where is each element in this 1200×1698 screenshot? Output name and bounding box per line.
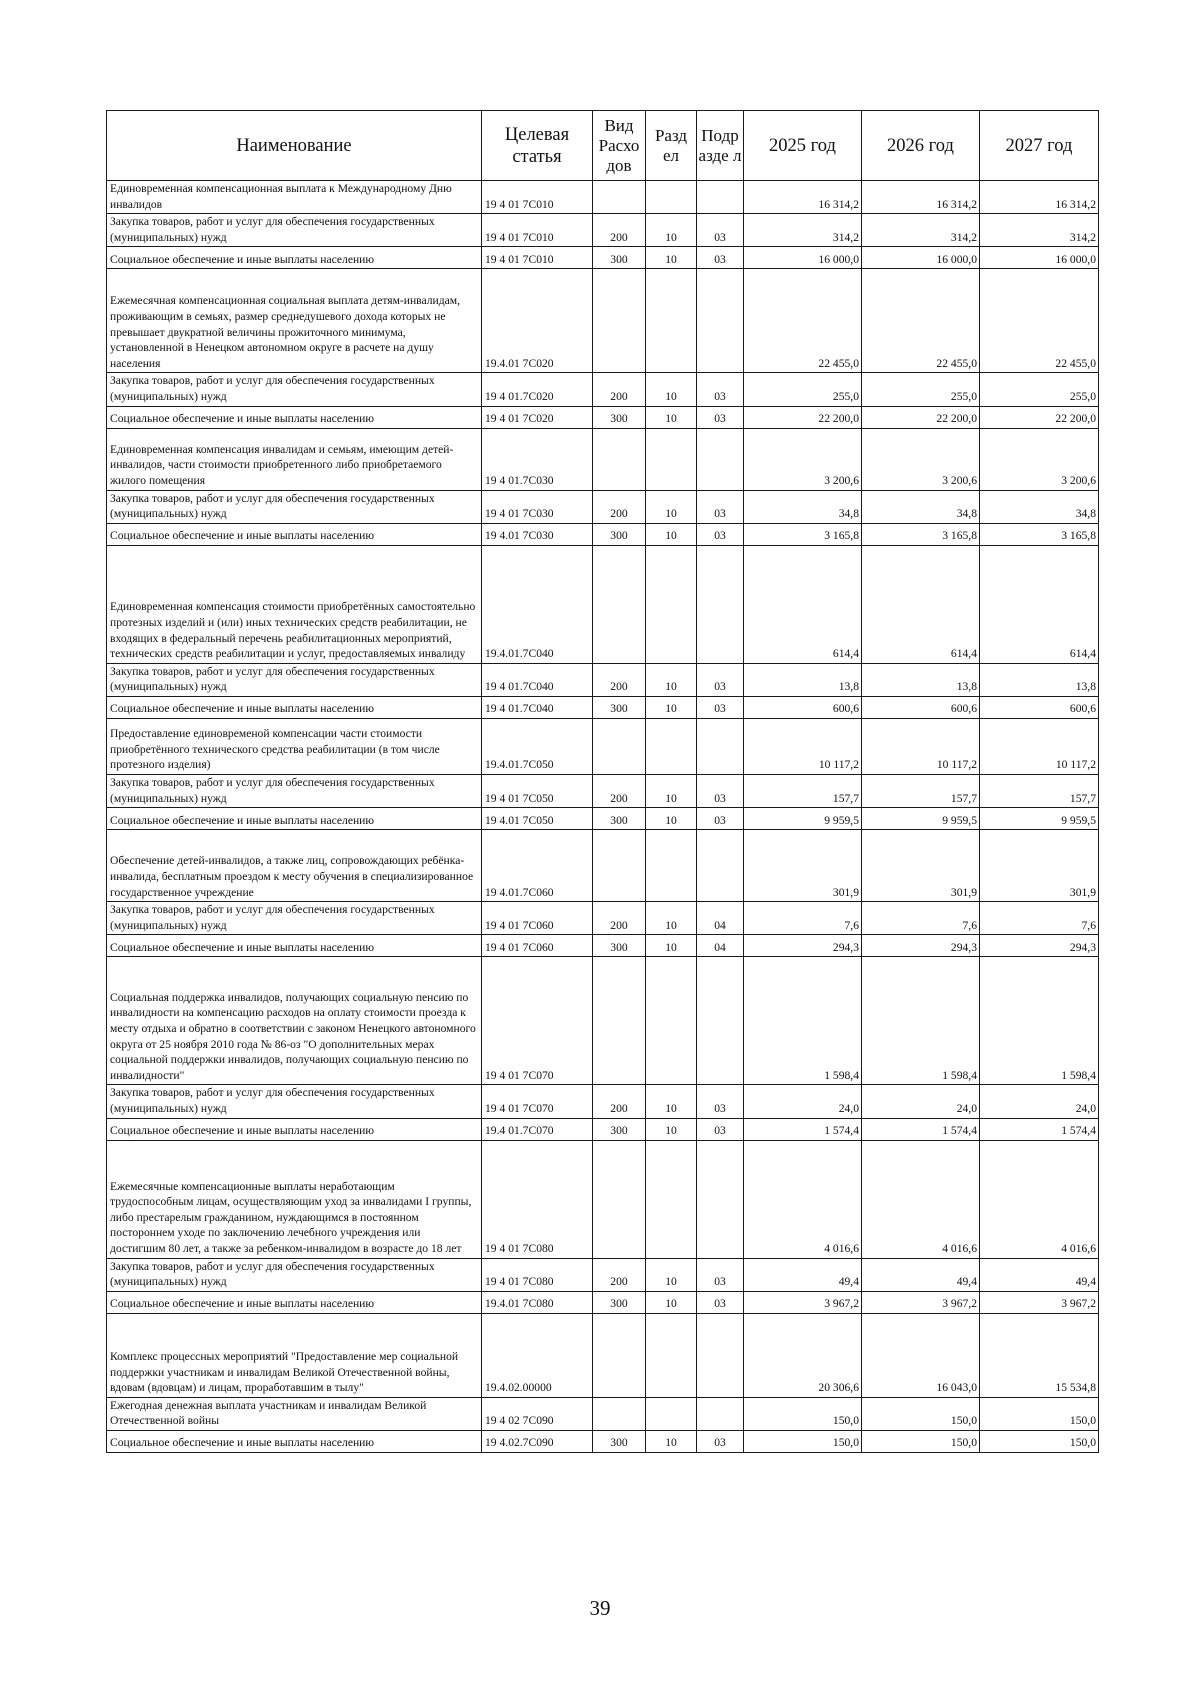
row-name: Закупка товаров, работ и услуг для обеспечения государственных (муниципальных) нужд [107, 214, 482, 247]
row-expense-type: 200 [593, 1085, 646, 1118]
row-target-article: 19.4.01 7С020 [482, 269, 593, 373]
row-value-2026: 600,6 [862, 696, 980, 718]
row-name: Социальное обеспечение и иные выплаты населению [107, 523, 482, 545]
row-target-article: 19.4 01.7С070 [482, 1118, 593, 1140]
table-row [107, 718, 1099, 774]
row-target-article: 19 4 01 7С070 [482, 1085, 593, 1118]
table-row [107, 663, 1099, 696]
row-section: 10 [646, 774, 697, 807]
row-value-2025: 16 314,2 [744, 181, 862, 214]
row-name: Социальное обеспечение и иные выплаты населению [107, 935, 482, 957]
row-name: Закупка товаров, работ и услуг для обеспечения государственных (муниципальных) нужд [107, 1085, 482, 1118]
row-name: Закупка товаров, работ и услуг для обеспечения государственных (муниципальных) нужд [107, 1258, 482, 1291]
row-section: 10 [646, 523, 697, 545]
row-target-article: 19 4 01 7С020 [482, 406, 593, 428]
row-expense-type [593, 181, 646, 214]
row-value-2027: 24,0 [980, 1085, 1099, 1118]
row-value-2025: 4 016,6 [744, 1140, 862, 1258]
row-value-2026: 3 165,8 [862, 523, 980, 545]
row-value-2027: 1 598,4 [980, 957, 1099, 1085]
row-value-2027: 1 574,4 [980, 1118, 1099, 1140]
table-row [107, 428, 1099, 490]
row-value-2025: 10 117,2 [744, 718, 862, 774]
row-target-article: 19 4.01 7С030 [482, 523, 593, 545]
row-value-2026: 294,3 [862, 935, 980, 957]
row-subsection: 04 [697, 902, 744, 935]
row-value-2026: 10 117,2 [862, 718, 980, 774]
row-section [646, 1313, 697, 1397]
row-value-2026: 49,4 [862, 1258, 980, 1291]
header-year-2025: 2025 год [744, 111, 862, 181]
row-name: Закупка товаров, работ и услуг для обеспечения государственных (муниципальных) нужд [107, 490, 482, 523]
row-target-article: 19 4 01 7С010 [482, 214, 593, 247]
table-row [107, 545, 1099, 663]
row-target-article: 19 4 01.7С040 [482, 696, 593, 718]
row-target-article: 19.4.01.7С040 [482, 545, 593, 663]
row-expense-type: 300 [593, 1430, 646, 1452]
row-value-2027: 22 455,0 [980, 269, 1099, 373]
table-row [107, 1118, 1099, 1140]
row-section: 10 [646, 902, 697, 935]
row-value-2026: 22 455,0 [862, 269, 980, 373]
row-target-article: 19 4 01 7С060 [482, 902, 593, 935]
row-expense-type [593, 428, 646, 490]
row-value-2025: 34,8 [744, 490, 862, 523]
row-expense-type [593, 1313, 646, 1397]
row-value-2025: 22 200,0 [744, 406, 862, 428]
row-name: Закупка товаров, работ и услуг для обеспечения государственных (муниципальных) нужд [107, 902, 482, 935]
row-value-2025: 1 574,4 [744, 1118, 862, 1140]
row-subsection: 03 [697, 696, 744, 718]
row-value-2025: 255,0 [744, 373, 862, 406]
table-row [107, 490, 1099, 523]
row-expense-type: 200 [593, 902, 646, 935]
row-value-2027: 314,2 [980, 214, 1099, 247]
row-subsection [697, 830, 744, 902]
row-value-2025: 600,6 [744, 696, 862, 718]
row-name: Социальное обеспечение и иные выплаты населению [107, 1118, 482, 1140]
row-section: 10 [646, 696, 697, 718]
row-value-2025: 150,0 [744, 1430, 862, 1452]
row-target-article: 19.4.01.7С050 [482, 718, 593, 774]
row-value-2025: 157,7 [744, 774, 862, 807]
row-value-2025: 7,6 [744, 902, 862, 935]
table-row [107, 1313, 1099, 1397]
row-section: 10 [646, 1430, 697, 1452]
row-name: Социальное обеспечение и иные выплаты населению [107, 696, 482, 718]
row-subsection [697, 1397, 744, 1430]
table-row [107, 1291, 1099, 1313]
row-value-2027: 3 967,2 [980, 1291, 1099, 1313]
row-value-2026: 3 967,2 [862, 1291, 980, 1313]
row-value-2026: 3 200,6 [862, 428, 980, 490]
row-subsection: 03 [697, 214, 744, 247]
table-row [107, 1085, 1099, 1118]
row-value-2027: 9 959,5 [980, 808, 1099, 830]
table-row [107, 1430, 1099, 1452]
row-value-2025: 16 000,0 [744, 247, 862, 269]
row-target-article: 19 4 01 7С010 [482, 181, 593, 214]
row-expense-type: 200 [593, 774, 646, 807]
row-value-2026: 301,9 [862, 830, 980, 902]
row-name: Ежемесячная компенсационная социальная выплата детям-инвалидам, проживающим в семьях, размер среднедушевого дохода которых не превышает двукратной величины прожиточного минимума, установленной в Ненецком автономном округе в расчете на душу населения [107, 269, 482, 373]
row-expense-type: 300 [593, 696, 646, 718]
row-value-2026: 150,0 [862, 1430, 980, 1452]
row-value-2026: 150,0 [862, 1397, 980, 1430]
row-name: Закупка товаров, работ и услуг для обеспечения государственных (муниципальных) нужд [107, 774, 482, 807]
row-subsection: 03 [697, 1291, 744, 1313]
row-value-2026: 157,7 [862, 774, 980, 807]
row-value-2027: 3 200,6 [980, 428, 1099, 490]
row-value-2025: 614,4 [744, 545, 862, 663]
row-section [646, 718, 697, 774]
row-value-2025: 294,3 [744, 935, 862, 957]
row-value-2025: 49,4 [744, 1258, 862, 1291]
row-section: 10 [646, 1118, 697, 1140]
row-section: 10 [646, 663, 697, 696]
row-value-2026: 4 016,6 [862, 1140, 980, 1258]
row-name: Единовременная компенсация стоимости приобретённых самостоятельно протезных изделий и (или) иных технических средств реабилитации, не входящих в федеральный перечень реабилитационных мероприятий, технических средств реабилитации и услуг, предоставляемых инвалиду [107, 545, 482, 663]
header-year-2026: 2026 год [862, 111, 980, 181]
row-target-article: 19.4.02.00000 [482, 1313, 593, 1397]
row-name: Ежегодная денежная выплата участникам и инвалидам Великой Отечественной войны [107, 1397, 482, 1430]
row-section: 10 [646, 214, 697, 247]
row-value-2026: 13,8 [862, 663, 980, 696]
table-row [107, 406, 1099, 428]
row-value-2027: 150,0 [980, 1430, 1099, 1452]
row-value-2027: 7,6 [980, 902, 1099, 935]
row-expense-type: 200 [593, 214, 646, 247]
table-row [107, 808, 1099, 830]
row-value-2027: 150,0 [980, 1397, 1099, 1430]
table-row [107, 214, 1099, 247]
row-subsection [697, 428, 744, 490]
row-target-article: 19 4 01 7С060 [482, 935, 593, 957]
row-subsection: 03 [697, 1430, 744, 1452]
row-subsection: 03 [697, 490, 744, 523]
row-value-2026: 314,2 [862, 214, 980, 247]
row-expense-type: 200 [593, 373, 646, 406]
row-name: Социальное обеспечение и иные выплаты населению [107, 808, 482, 830]
row-target-article: 19 4 01.7С040 [482, 663, 593, 696]
row-expense-type: 200 [593, 663, 646, 696]
row-expense-type: 300 [593, 808, 646, 830]
row-subsection: 03 [697, 1258, 744, 1291]
row-section [646, 545, 697, 663]
table-row [107, 181, 1099, 214]
row-expense-type [593, 269, 646, 373]
row-target-article: 19 4 01 7С080 [482, 1140, 593, 1258]
row-section [646, 1397, 697, 1430]
row-expense-type: 300 [593, 935, 646, 957]
row-target-article: 19 4.02.7С090 [482, 1430, 593, 1452]
row-section: 10 [646, 373, 697, 406]
page-number: 39 [589, 1596, 611, 1620]
row-subsection: 03 [697, 373, 744, 406]
row-subsection: 03 [697, 808, 744, 830]
row-value-2027: 294,3 [980, 935, 1099, 957]
row-expense-type: 300 [593, 1291, 646, 1313]
row-subsection: 04 [697, 935, 744, 957]
row-value-2027: 3 165,8 [980, 523, 1099, 545]
row-value-2027: 49,4 [980, 1258, 1099, 1291]
row-name: Закупка товаров, работ и услуг для обеспечения государственных (муниципальных) нужд [107, 663, 482, 696]
row-name: Единовременная компенсационная выплата к Международному Дню инвалидов [107, 181, 482, 214]
row-name: Социальное обеспечение и иные выплаты населению [107, 247, 482, 269]
row-target-article: 19.4.01 7С080 [482, 1291, 593, 1313]
row-expense-type: 300 [593, 247, 646, 269]
row-value-2026: 34,8 [862, 490, 980, 523]
row-value-2026: 9 959,5 [862, 808, 980, 830]
row-subsection [697, 181, 744, 214]
row-target-article: 19 4 01 7С050 [482, 774, 593, 807]
row-value-2027: 22 200,0 [980, 406, 1099, 428]
row-subsection: 03 [697, 247, 744, 269]
row-expense-type: 200 [593, 1258, 646, 1291]
row-expense-type [593, 957, 646, 1085]
row-subsection [697, 1140, 744, 1258]
row-expense-type [593, 1140, 646, 1258]
row-name: Социальная поддержка инвалидов, получающих социальную пенсию по инвалидности на компенсацию расходов на оплату стоимости проезда к месту отдыха и обратно в соответствии с законом Ненецкого автономного округа от 25 ноября 2010 года № 86-оз "О дополнительных мерах социальной поддержки инвалидов, получающих социальную пенсию по инвалидности" [107, 957, 482, 1085]
table-body [107, 181, 1099, 1453]
table-header-row [107, 111, 1099, 181]
row-value-2025: 150,0 [744, 1397, 862, 1430]
row-subsection: 03 [697, 663, 744, 696]
row-section: 10 [646, 490, 697, 523]
row-value-2025: 3 967,2 [744, 1291, 862, 1313]
row-value-2026: 614,4 [862, 545, 980, 663]
row-value-2027: 10 117,2 [980, 718, 1099, 774]
row-value-2026: 7,6 [862, 902, 980, 935]
row-name: Ежемесячные компенсационные выплаты неработающим трудоспособным лицам, осуществляющим уход за инвалидами I группы, либо престарелым гражданином, нуждающимся в постоянном постороннем уходе по заключению лечебного учреждения или достигшим 80 лет, а также за ребенком-инвалидом в возрасте до 18 лет [107, 1140, 482, 1258]
row-value-2025: 9 959,5 [744, 808, 862, 830]
row-section: 10 [646, 1258, 697, 1291]
header-target-article: Целевая статья [482, 111, 593, 181]
header-expense-type: Вид Расхо дов [593, 111, 646, 181]
table-row [107, 1258, 1099, 1291]
row-value-2027: 157,7 [980, 774, 1099, 807]
table-row [107, 902, 1099, 935]
row-value-2026: 255,0 [862, 373, 980, 406]
table-row [107, 269, 1099, 373]
row-subsection: 03 [697, 523, 744, 545]
row-subsection: 03 [697, 1118, 744, 1140]
row-value-2025: 22 455,0 [744, 269, 862, 373]
row-value-2027: 255,0 [980, 373, 1099, 406]
row-section: 10 [646, 1291, 697, 1313]
table-row [107, 1140, 1099, 1258]
header-name: Наименование [107, 111, 482, 181]
row-value-2025: 3 200,6 [744, 428, 862, 490]
row-name: Закупка товаров, работ и услуг для обеспечения государственных (муниципальных) нужд [107, 373, 482, 406]
table-row [107, 247, 1099, 269]
row-name: Социальное обеспечение и иные выплаты населению [107, 406, 482, 428]
row-target-article: 19 4.01.7С060 [482, 830, 593, 902]
row-target-article: 19 4.01 7С050 [482, 808, 593, 830]
row-value-2027: 16 314,2 [980, 181, 1099, 214]
header-subsection: Подр азде л [697, 111, 744, 181]
row-subsection [697, 718, 744, 774]
budget-table [106, 110, 1099, 1453]
row-target-article: 19 4 02 7С090 [482, 1397, 593, 1430]
row-section [646, 428, 697, 490]
row-name: Обеспечение детей-инвалидов, а также лиц, сопровождающих ребёнка-инвалида, бесплатным проездом к месту обучения в специализированное государственное учреждение [107, 830, 482, 902]
table-row [107, 1397, 1099, 1430]
row-value-2027: 13,8 [980, 663, 1099, 696]
row-value-2026: 1 574,4 [862, 1118, 980, 1140]
row-section: 10 [646, 935, 697, 957]
row-value-2026: 24,0 [862, 1085, 980, 1118]
row-target-article: 19 4 01.7С020 [482, 373, 593, 406]
row-subsection [697, 545, 744, 663]
row-target-article: 19 4 01 7С070 [482, 957, 593, 1085]
row-section [646, 1140, 697, 1258]
row-value-2027: 614,4 [980, 545, 1099, 663]
row-subsection [697, 269, 744, 373]
table-row [107, 523, 1099, 545]
row-target-article: 19 4 01 7С030 [482, 490, 593, 523]
table-row [107, 696, 1099, 718]
table-row [107, 373, 1099, 406]
row-name: Предоставление единовременой компенсации части стоимости приобретённого технического средства реабилитации (в том числе протезного изделия) [107, 718, 482, 774]
row-value-2025: 3 165,8 [744, 523, 862, 545]
row-target-article: 19 4 01.7С030 [482, 428, 593, 490]
row-value-2025: 314,2 [744, 214, 862, 247]
row-expense-type [593, 718, 646, 774]
row-name: Комплекс процессных мероприятий "Предоставление мер социальной поддержки участникам и инвалидам Великой Отечественной войны, вдовам (вдовцам) и лицам, проработавшим в тылу" [107, 1313, 482, 1397]
row-section [646, 269, 697, 373]
row-value-2026: 1 598,4 [862, 957, 980, 1085]
table-row [107, 774, 1099, 807]
row-value-2027: 16 000,0 [980, 247, 1099, 269]
header-section: Разд ел [646, 111, 697, 181]
table-row [107, 830, 1099, 902]
row-section: 10 [646, 247, 697, 269]
row-value-2027: 301,9 [980, 830, 1099, 902]
header-year-2027: 2027 год [980, 111, 1099, 181]
row-value-2026: 16 043,0 [862, 1313, 980, 1397]
table-row [107, 935, 1099, 957]
row-value-2027: 34,8 [980, 490, 1099, 523]
row-value-2026: 16 314,2 [862, 181, 980, 214]
row-value-2025: 24,0 [744, 1085, 862, 1118]
row-value-2026: 22 200,0 [862, 406, 980, 428]
row-expense-type: 300 [593, 1118, 646, 1140]
row-name: Социальное обеспечение и иные выплаты населению [107, 1430, 482, 1452]
row-subsection: 03 [697, 1085, 744, 1118]
row-value-2025: 1 598,4 [744, 957, 862, 1085]
row-name: Социальное обеспечение и иные выплаты населению [107, 1291, 482, 1313]
row-expense-type: 300 [593, 406, 646, 428]
row-expense-type [593, 830, 646, 902]
table-row [107, 957, 1099, 1085]
row-value-2026: 16 000,0 [862, 247, 980, 269]
budget-table-container [106, 110, 1098, 1453]
row-value-2027: 4 016,6 [980, 1140, 1099, 1258]
row-name: Единовременная компенсация инвалидам и семьям, имеющим детей-инвалидов, части стоимости приобретенного либо приобретаемого жилого помещения [107, 428, 482, 490]
row-subsection: 03 [697, 774, 744, 807]
row-subsection: 03 [697, 406, 744, 428]
row-target-article: 19 4 01 7С010 [482, 247, 593, 269]
row-expense-type [593, 1397, 646, 1430]
row-value-2027: 15 534,8 [980, 1313, 1099, 1397]
row-value-2025: 13,8 [744, 663, 862, 696]
row-section: 10 [646, 1085, 697, 1118]
row-subsection [697, 1313, 744, 1397]
row-value-2025: 20 306,6 [744, 1313, 862, 1397]
row-value-2025: 301,9 [744, 830, 862, 902]
row-section [646, 957, 697, 1085]
row-expense-type: 300 [593, 523, 646, 545]
row-value-2027: 600,6 [980, 696, 1099, 718]
row-target-article: 19 4 01 7С080 [482, 1258, 593, 1291]
row-section [646, 181, 697, 214]
row-expense-type: 200 [593, 490, 646, 523]
row-section: 10 [646, 406, 697, 428]
row-expense-type [593, 545, 646, 663]
row-section [646, 830, 697, 902]
row-section: 10 [646, 808, 697, 830]
row-subsection [697, 957, 744, 1085]
